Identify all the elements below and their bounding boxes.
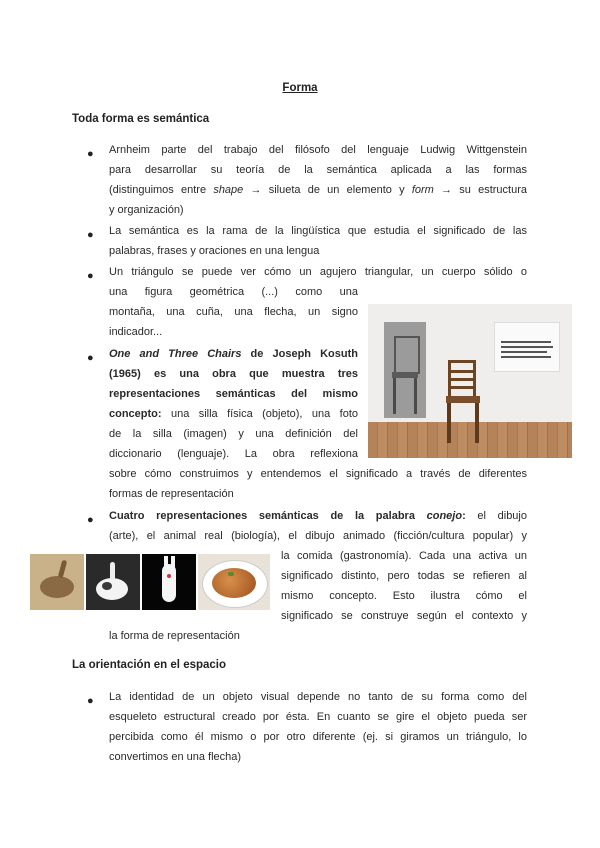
- bullet-marker: ●: [87, 229, 94, 241]
- page-title: Forma: [282, 82, 318, 94]
- rabbit-drawing: [30, 554, 84, 610]
- bullet-semantica-definicion: La semántica es la rama de la lingüística que estudia el significado de las palabras, frases y oraciones en una lengua: [109, 225, 527, 257]
- bullet-marker: ●: [87, 695, 94, 707]
- bullet-conejo-continued: la comida (gastronomía). Cada una activa un significado distinto, pero todas se refieren al mismo concepto. Esto ilustra cómo el significado se construye según el contexto y: [281, 550, 527, 622]
- bullet-wittgenstein: Arnheim parte del trabajo del filósofo del lenguaje Ludwig Wittgenstein para desarrollar su teoría de la semántica aplicada a las formas (distinguimos entre shape → silueta de un elemento y form → su estructura y organización): [109, 144, 527, 216]
- bullet-triangulo: Un triángulo se puede ver cómo un agujero triangular, un cuerpo sólido o una figura geométrica (...) como una montaña, una cuña, una flecha, un signo indicador...: [109, 266, 527, 338]
- bullet-conejo: Cuatro representaciones semánticas de la palabra conejo: el dibujo (arte), el animal real (biología), el dibujo animado (ficción/cultura popular) y: [109, 510, 527, 542]
- bullet-marker: ●: [87, 270, 94, 282]
- rabbit-dish: [198, 554, 270, 610]
- bullet-conejo-end: la forma de representación: [109, 630, 240, 642]
- section-heading-orientacion: La orientación en el espacio: [72, 659, 227, 671]
- bullet-marker: ●: [87, 514, 94, 526]
- four-rabbits-image: [30, 554, 270, 610]
- rabbit-cartoon: [142, 554, 196, 610]
- section-heading-semantica: Toda forma es semántica: [72, 113, 210, 125]
- bullet-marker: ●: [87, 352, 94, 364]
- bullet-orientacion: La identidad de un objeto visual depende no tanto de su forma como del esqueleto estructural creado por ésta. En cuanto se gire el objeto pueda ser percibida como él mismo o por otro diferente (ej. si giramos un triángulo, lo convertimos en una flecha): [109, 691, 527, 763]
- rabbit-photo: [86, 554, 140, 610]
- bullet-kosuth: One and Three Chairs de Joseph Kosuth (1965) es una obra que muestra tres representaciones semánticas del mismo concepto: una silla física (objeto), una foto de la silla (imagen) y una definición del diccionario (lenguaje). La obra reflexiona sobre cómo construimos y entendemos el significado a través de diferentes formas de representación: [109, 348, 527, 500]
- bullet-marker: ●: [87, 148, 94, 160]
